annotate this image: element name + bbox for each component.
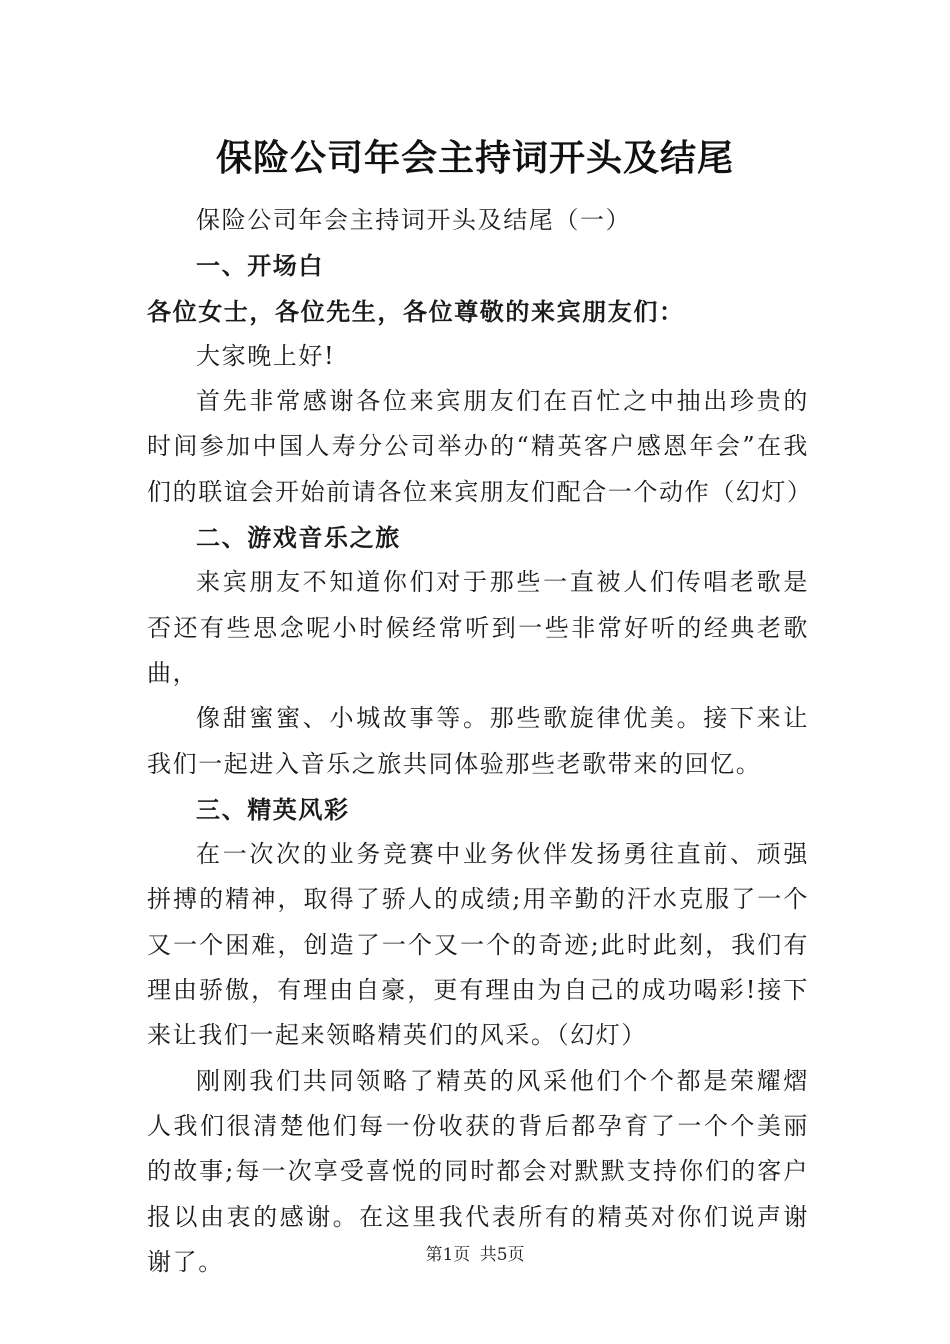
document-title: 保险公司年会主持词开头及结尾 [215, 137, 734, 179]
paragraph-thanks: 首先非常感谢各位来宾朋友们在百忙之中抽出珍贵的时间参加中国人寿分公司举办的“精英客户感恩年会”在我们的联谊会开始前请各位来宾朋友们配合一个动作（幻灯） [147, 387, 813, 506]
page-footer [0, 1240, 950, 1265]
page-number: 第1页 [425, 1245, 471, 1265]
paragraph-elite-achievements: 在一次次的业务竞赛中业务伙伴发扬勇往直前、顽强拼搏的精神，取得了骄人的成绩;用辛勤的汗水克服了一个又一个困难，创造了一个又一个的奇迹;此时此刻，我们有理由骄傲，有理由自豪，更有理由为自己的成功喝彩!接下来让我们一起来领略精英们的风采。（幻灯） [147, 840, 809, 1050]
section-heading-music: 二、游戏音乐之旅 [196, 523, 401, 553]
paragraph-music-intro: 来宾朋友不知道你们对于那些一直被人们传唱老歌是否还有些思念呢小时候经常听到一些非常好听的经典老歌曲， [147, 568, 809, 687]
paragraph-music-songs: 像甜蜜蜜、小城故事等。那些歌旋律优美。接下来让我们一起进入音乐之旅共同体验那些老歌带来的回忆。 [147, 704, 809, 778]
good-evening-line: 大家晚上好! [196, 341, 336, 370]
document-subtitle: 保险公司年会主持词开头及结尾（一） [196, 206, 632, 234]
page-total: 共5页 [479, 1245, 525, 1265]
paragraph-elite-thanks: 刚刚我们共同领略了精英的风采他们个个都是荣耀熠人我们很清楚他们每一份收获的背后都孕育了一个个美丽的故事;每一次享受喜悦的同时都会对默默支持你们的客户报以由衷的感谢。在这里我代表所有的精英对你们说声谢谢了。 [147, 1066, 809, 1276]
section-heading-elite: 三、精英风彩 [196, 794, 350, 824]
greeting-line: 各位女士，各位先生，各位尊敬的来宾朋友们： [147, 296, 685, 326]
document-body [147, 198, 813, 1285]
section-heading-opening: 一、开场白 [196, 251, 324, 281]
